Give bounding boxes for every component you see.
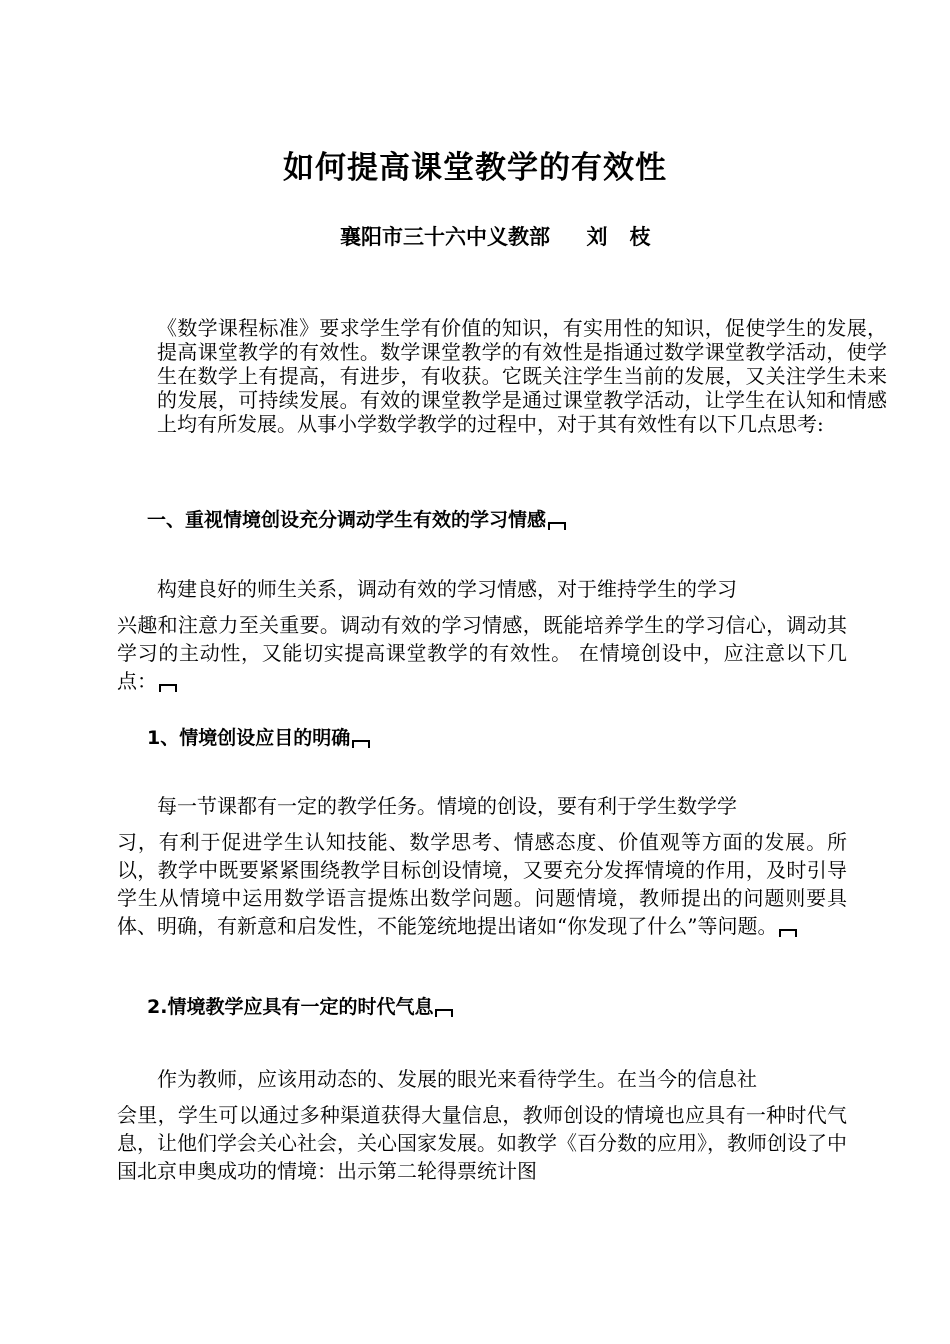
point-1-text: 习，有利于促进学生认知技能、数学思考、情感态度、价值观等方面的发展。所以，教学中既要紧紧围绕教学目标创设情境，又要充分发挥情境的作用，及时引导学生从情境中运用数学语言提炼出数学问题。问题情境，教师提出的问题则要具体、明确，有新意和启发性，不能笼统地提出诸如“你发现了什么”等问题。 (117, 830, 847, 938)
section-1-text: 兴趣和注意力至关重要。调动有效的学习情感，既能培养学生的学习信心，调动其学习的主动性，又能切实提高课堂教学的有效性。 在情境创设中，应注意以下几点： (117, 613, 847, 693)
paragraph-mark-icon (159, 684, 177, 692)
point-2-text: 会里，学生可以通过多种渠道获得大量信息，教师创设的情境也应具有一种时代气息，让他们学会关心社会，关心国家发展。如教学《百分数的应用》，教师创设了中国北京申奥成功的情境：出示第二轮得票统计图 (117, 1103, 847, 1183)
intro-paragraph (117, 316, 887, 436)
point-2-heading-text: 2.情境教学应具有一定的时代气息 (147, 996, 434, 1018)
section-1-first-line: 构建良好的师生关系，调动有效的学习情感，对于维持学生的学习 (157, 577, 737, 601)
paragraph-mark-icon (352, 740, 370, 748)
intro-text: 《数学课程标准》要求学生学有价值的知识，有实用性的知识，促使学生的发展，提高课堂教学的有效性。数学课堂教学的有效性是指通过数学课堂教学活动，使学生在数学上有提高，有进步，有收获。它既关注学生当前的发展，又关注学生未来的发展，可持续发展。有效的课堂教学是通过课堂教学活动，让学生在认知和情感上均有所发展。从事小学数学教学的过程中，对于其有效性有以下几点思考: (157, 316, 887, 436)
point-1-heading (147, 724, 370, 752)
point-1-heading-text: 1、情境创设应目的明确 (147, 727, 351, 749)
point-2-heading (147, 993, 453, 1021)
point-2-first-line: 作为教师，应该用动态的、发展的眼光来看待学生。在当今的信息社 (157, 1067, 757, 1091)
point-1-paragraph (117, 792, 847, 940)
point-2-paragraph (117, 1065, 847, 1185)
paragraph-mark-icon (779, 929, 797, 937)
document-author: 襄阳市三十六中义教部 刘 枝 (340, 224, 651, 249)
document-title: 如何提高课堂教学的有效性 (283, 150, 667, 186)
paragraph-mark-icon (435, 1009, 453, 1017)
section-1-paragraph (117, 575, 847, 695)
point-1-first-line: 每一节课都有一定的教学任务。情境的创设，要有利于学生数学学 (157, 794, 737, 818)
section-1-heading-text: 一、重视情境创设充分调动学生有效的学习情感 (147, 509, 547, 531)
paragraph-mark-icon (548, 522, 566, 530)
section-1-heading (147, 506, 566, 534)
